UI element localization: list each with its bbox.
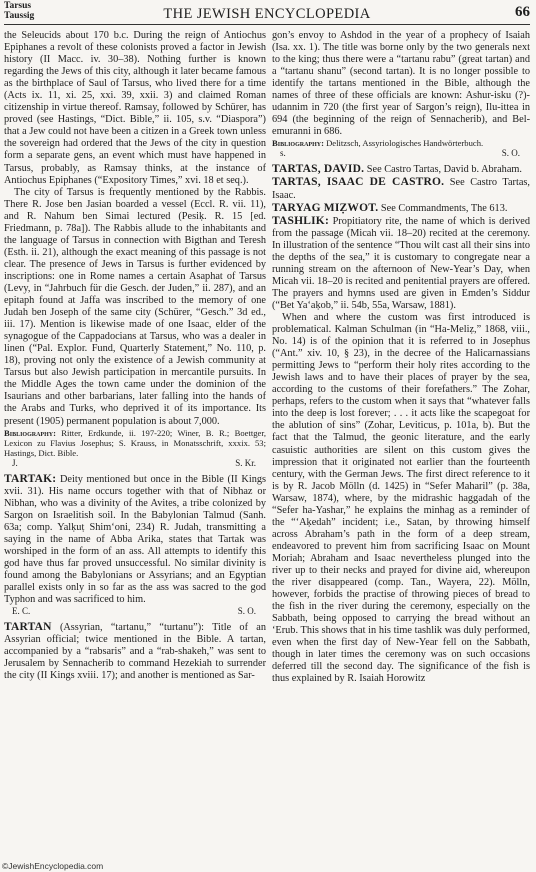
headword-tartas-david: TARTAS, DAVID. xyxy=(272,163,365,176)
signature-initials: s. xyxy=(280,148,286,159)
entry-tartak xyxy=(4,473,266,607)
signature-author: S. O. xyxy=(237,606,256,617)
bibliography-text: Ritter, Erdkunde, ii. 197-220; Winer, B. R.; Boettger, Lexicon zu Flavius Josephus; S. Krauss, in Monatsschrift, xxxix. 53; Hastings, Dict. Bible. xyxy=(4,427,266,458)
signature-initials: E. C. xyxy=(12,606,31,617)
entry-tartas-david xyxy=(272,163,530,176)
bibliography-text: Delitzsch, Assyriologisches Handwörterbuch. xyxy=(326,138,484,149)
signature-author: S. Kr. xyxy=(235,457,256,468)
signature-initials: J. xyxy=(12,457,18,468)
headword-tartas-isaac: TARTAS, ISAAC DE CASTRO. xyxy=(272,176,445,189)
tashlik-paragraph-2: When and where the custom was first introduced is problematical. Kalman Schulman (in “Ha-Meliẓ,” 1868, viii., No. 14) is of the opinion that it is referred to in Josephus (“Ant.” xiv. 10, § 23), in the decree of the Halicarnassians permitting Jews to “perform their holy rites according to the Jewish laws and to have their places of prayer by the sea, according to the customs of their forefathers.” The Zohar, perhaps, refers to the custom when it says that “whatever falls into the deep is lost forever; . . . it acts like the scapegoat for the ablution of sins” (Zohar, Leviticus, p. 101a, b). But the fact that the Talmud, the geonic literature, and the early casuistic authorities are silent on this custom gives the impression that it originated not earlier than the fourteenth century, with the German Jews. The first direct reference to it is by R. Jacob Mölln (d. 1425) in “Sefer Maharil” (p. 38a, Warsaw, 1874), where, by the midrashic haggadah of the “Sefer ha-Yashar,” he explains the minhag as a reminder of the “‘Aḳedah” incident; i.e., Satan, by throwing himself across Abraham’s path in the form of a deep stream, endeavored to prevent him from sacrificing Isaac on Mount Moriah; Abraham and Isaac nevertheless plunged into the river up to their necks and prayed for divine aid, whereupon the river disappeared (comp. Tan., Wayera, 22). Mölln, however, forbids the practise of throwing pieces of bread to the fish in the river during the ceremony, especially on the Sabbath, being opposed to carrying the bread without an ‘Erub. This shows that in his time tashlik was duly performed, even when the first day of New-Year fell on the Sabbath, though in later times the ceremony was on such occasions deferred till the second day. The significance of the fish is thus explained by R. Isaiah Horowitz xyxy=(272,311,530,685)
copyright-footer: ©JewishEncyclopedia.com xyxy=(2,861,104,871)
cross-reference-link[interactable]: See Castro Tartas, David b. Abraham. xyxy=(366,164,522,176)
tarsus-paragraph-2: The city of Tarsus is frequently mentioned by the Rabbis. There R. Jose ben Jasian boarded a vessel (Eccl. R. vii. 11), and R. Nahum ben Simai lectured (Pesiḳ. R. 15 [ed. Friedmann, p. 78a]). The Rabbis allude to the inhabitants and the language of Tarsus in connection with Bigthan and Teresh (Esth. ii. 21), although the exact meaning of this passage is not clear. The presence of Jews in Tarsus is further evidenced by inscriptions: one in Rome names a certain Asaphat of Tarsus (Levy, in “Jahrbuch für die Gesch. der Juden,” ii. 287), and an epitaph found at Jaffa was inscribed to the memory of one Judah ben Joseph of the same city (Schürer, “Gesch.” 3d ed., iii. 17). Mention is likewise made of one Isaac, elder of the synagogue of the Cappadocians at Tarsus, who was a dealer in linen (“Pal. Explor. Fund, Quarterly Statement,” No. 110, p. 18), proving not only the existence of a Jewish community at Tarsus but also Jewish participation in mercantile pursuits. In the Middle Ages the town came under the dominion of the Isaurians and other barbarians, later falling into the hands of the Arabs and Turks, who deprived it of its importance. Its present (1905) permanent population is about 7,000. xyxy=(4,186,266,427)
tartan-text: (Assyrian, “tartanu,” “turtanu”): Title of an Assyrian official; twice mentioned in the Bible. A tartan, accompanied by a “rabsaris” and a “rab-shakeh,” was sent to Jerusalem by Sennacherib to command Hezekiah to surrender the city (II Kings xviii. 17); and another is mentioned as Sar- xyxy=(4,622,266,682)
tartan-signature xyxy=(272,148,530,159)
signature-author: S. O. xyxy=(501,148,520,159)
tartak-signature xyxy=(4,606,266,617)
entry-taryag-mizwot xyxy=(272,202,530,215)
headword-tartak: TARTAK: xyxy=(4,472,57,485)
entry-tartas-isaac xyxy=(272,176,530,201)
headword-tashlik: TASHLIK: xyxy=(272,214,329,227)
headword-taryag-mizwot: TARYAG MIẒWOT. xyxy=(272,201,379,214)
tarsus-paragraph-1: the Seleucids about 170 b.c. During the reign of Antiochus Epiphanes a revolt of these colonists proved a factor in Jewish history (II Macc. iv. 30–38). Nothing further is known regarding the Jews of this city, although it later became famous as the birthplace of Saul of Tarsus, who lived there for a time (Acts ix. 11, xi. 25, xxi. 39, xxii. 3) and claimed Roman citizenship in virtue thereof. Ramsay, followed by Schürer, has proved (see Hastings, “Dict. Bible,” ii. 105, s.v. “Diaspora”) that a Jew could not have been a citizen in a Greek town unless the sovereign had ordered that the Jews of the city in question form a separate gens, an event which must have happened in Tarsus, probably, as Ramsay thinks, at the instance of Antiochus Epiphanes (“Expository Times,” xvi. 18 et seq.). xyxy=(4,30,266,186)
bibliography-label: Bibliography: xyxy=(272,138,324,149)
entry-tartan xyxy=(4,621,266,682)
running-head-last-word: Taussig xyxy=(4,10,35,21)
running-head-first-word: Tarsus xyxy=(4,1,32,11)
tartan-continuation: gon’s envoy to Ashdod in the year of a prophecy of Isaiah (Isa. xx. 1). The title was borne only by the two generals next to the king; thus there were a “tartanu rabu” (great tartan) and a “tartanu shanu” (second tartan). It is no longer possible to identify the tartans mentioned in the Bible, although the names of three of these officials are known: Ashur-isku (?)-udannim in 720 (the first year of Sargon’s reign), Ilu-ittea in 694 (the beginning of the reign of Sennacherib), and Bel-emuranni in 686. xyxy=(272,30,530,138)
page-header xyxy=(4,2,530,25)
tashlik-text: Propitiatory rite, the name of which is derived from the passage (Micah vii. 18–20) recited at the ceremony. In illustration of the sentence “Thou wilt cast all their sins into the depths of the sea,” it is customary to congregate near a running stream on the afternoon of New-Year’s Day, when Micah vii. 18–20 is recited and penitential prayers are offered. The prayers and hymns used are given in Emden’s Siddur (“Bet Ya‘aḳob,” ii. 54b, 55a, Warsaw, 1881). xyxy=(272,215,530,311)
tarsus-signature xyxy=(4,458,266,469)
bibliography-label: Bibliography: xyxy=(4,427,56,438)
right-column xyxy=(272,30,530,856)
tartan-bibliography xyxy=(272,138,530,148)
cross-reference-link[interactable]: See Castro Tartas, Isaac. xyxy=(272,177,530,201)
headword-tartan: TARTAN xyxy=(4,621,52,634)
tarsus-bibliography xyxy=(4,428,266,458)
page-number: 66 xyxy=(515,4,530,20)
cross-reference-link[interactable]: See Commandments, The 613. xyxy=(380,202,508,214)
entry-tashlik xyxy=(272,215,530,312)
left-column xyxy=(4,30,266,856)
tartak-text: Deity mentioned but once in the Bible (II Kings xvii. 31). His name occurs together with that of Nibhaz or Nibhan, who was a divinity of the Avites, a tribe colonized by Sargon on Israelitish soil. In the Babylonian Talmud (Sanh. 63a; comp. Yalḳuṭ Shim‘oni, 234) R. Judah, transmitting a saying in the name of Abba Arika, states that Tartak was worshiped in the form of an ass. All attempts to identify this god have thus far proved unsuccessful. No similar divinity is found among the Babylonians or Assyrians; and an Egyptian parallel exists only in so far as the ass was sacred to the god Typhon and was sacrificed to him. xyxy=(4,473,266,606)
encyclopedia-title: THE JEWISH ENCYCLOPEDIA xyxy=(163,6,371,22)
